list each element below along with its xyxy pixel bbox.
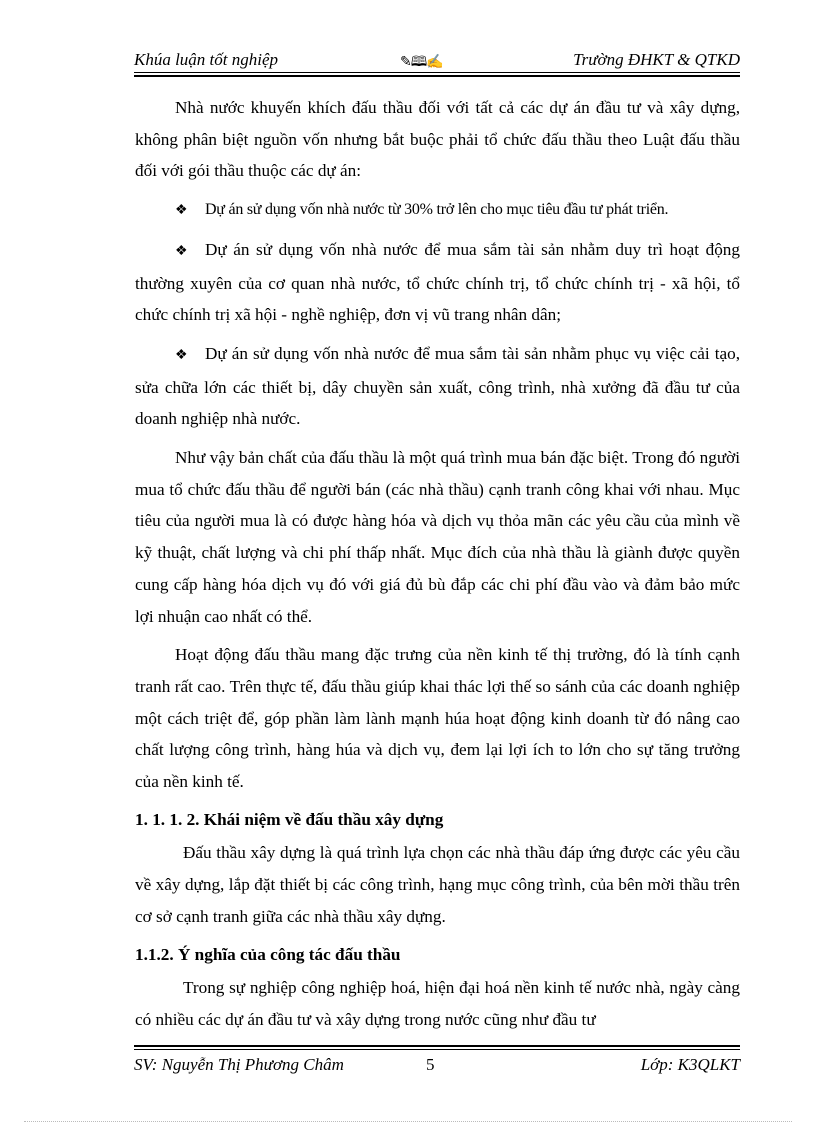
diamond-bullet-icon: ❖: [175, 347, 188, 363]
page-edge-dotted-line: [24, 1121, 792, 1122]
bullet-item-3: [135, 338, 740, 435]
paragraph-nature: Như vậy bản chất của đấu thầu là một quá trình mua bán đặc biệt. Trong đó người mua tổ chức đấu thầu để người bán (các nhà thầu) cạnh tranh công khai với nhau. Mục tiêu của người mua là có được hàng hóa và dịch vụ thỏa mãn các yêu cầu của mình về kỹ thuật, chất lượng và chi phí thấp nhất. Mục đích của nhà thầu là giành được quyền cung cấp hàng hóa dịch vụ đó với giá đủ bù đắp các chi phí đầu vào và đảm bảo mức lợi nhuận cao nhất có thể.: [135, 448, 740, 626]
bullet-text-1: Dự án sử dụng vốn nhà nước từ 30% trở lên cho mục tiêu đầu tư phát triển.: [205, 201, 669, 219]
page-footer: [134, 1045, 740, 1075]
diamond-bullet-icon: ❖: [175, 243, 188, 259]
header-university: Trường ĐHKT & QTKD: [573, 50, 740, 69]
footer-student-name: SV: Nguyễn Thị Phương Châm: [134, 1055, 344, 1074]
footer-class: Lớp: K3QLKT: [640, 1055, 740, 1074]
page-body: [135, 92, 740, 1036]
paragraph-intro: Nhà nước khuyến khích đấu thầu đối với tất cả các dự án đầu tư và xây dựng, không phân biệt nguồn vốn nhưng bắt buộc phải tổ chức đấu thầu theo Luật đấu thầu đối với gói thầu thuộc các dự án:: [135, 98, 740, 181]
header-rule: [134, 72, 740, 77]
bullet-item-2: [135, 234, 740, 331]
bullet-item-1: [135, 194, 740, 227]
bullet-text-3: Dự án sử dụng vốn nhà nước để mua sắm tài sản nhằm phục vụ việc cải tạo, sửa chữa lớn các thiết bị, dây chuyền sản xuất, công trình, nhà xưởng đã đầu tư của doanh nghiệp nhà nước.: [135, 343, 740, 429]
section-heading-significance: 1.1.2. Ý nghĩa của công tác đấu thầu: [135, 944, 401, 964]
bullet-text-2: Dự án sử dụng vốn nhà nước để mua sắm tài sản nhằm duy trì hoạt động thường xuyên của cơ quan nhà nước, tổ chức chính trị, tổ chức chính trị - xã hội, tổ chức chính trị xã hội - nghề nghiệp, đơn vị vũ trang nhân dân;: [135, 239, 740, 325]
section-heading-concept: 1. 1. 1. 2. Khái niệm về đấu thầu xây dựng: [135, 809, 444, 829]
paragraph-significance: Trong sự nghiệp công nghiệp hoá, hiện đại hoá nền kinh tế nước nhà, ngày càng có nhiều các dự án đầu tư và xây dựng trong nước cũng như đầu tư: [135, 978, 740, 1029]
footer-rule: [134, 1045, 740, 1050]
paragraph-competition: Hoạt động đấu thầu mang đặc trưng của nền kinh tế thị trường, đó là tính cạnh tranh rất cao. Trên thực tế, đấu thầu giúp khai thác lợi thế so sánh của các doanh nghiệp một cách triệt để, góp phần làm lành mạnh húa hoạt động kinh doanh từ đó nâng cao chất lượng công trình, hàng húa và dịch vụ, đem lại lợi ích to lớn cho sự tăng trưởng của nền kinh tế.: [135, 645, 740, 792]
diamond-bullet-icon: ❖: [175, 203, 188, 219]
header-thesis-title: Khúa luận tốt nghiệp: [134, 50, 279, 69]
page-number: 5: [426, 1055, 435, 1074]
paragraph-definition: Đấu thầu xây dựng là quá trình lựa chọn các nhà thầu đáp ứng được các yêu cầu về xây dựng, lắp đặt thiết bị các công trình, hạng mục công trình, của bên mời thầu trên cơ sở cạnh tranh giữa các nhà thầu xây dựng.: [135, 843, 740, 926]
page-header: [134, 48, 740, 72]
book-ornament-icon: ✎🕮✍: [400, 55, 443, 70]
